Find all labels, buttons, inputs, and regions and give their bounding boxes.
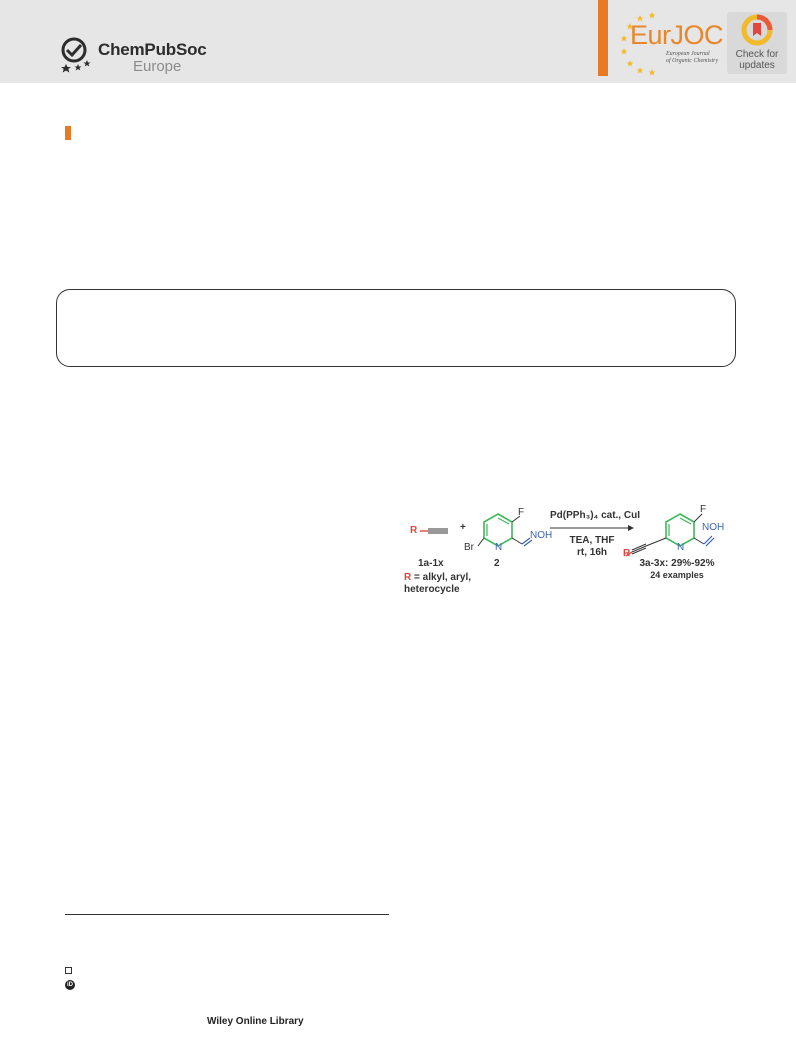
product-n-label: N: [677, 542, 685, 553]
reaction-scheme: [400, 500, 730, 610]
check-updates-line1: Check for: [735, 49, 779, 60]
journal-header: [0, 0, 796, 83]
chempubsoc-logo[interactable]: [60, 36, 207, 78]
fluoro-label: F: [518, 507, 525, 518]
footnote-rule: [65, 914, 389, 915]
publisher-name: ChemPubSoc: [98, 40, 207, 59]
journal-name: EurJOC: [630, 20, 724, 50]
abstract-box: [56, 289, 736, 367]
condition-catalyst: Pd(PPh₃)₄ cat., CuI: [550, 510, 640, 521]
section-marker: [65, 126, 71, 140]
condition-time: rt, 16h: [576, 547, 607, 558]
check-for-updates-label: [727, 49, 787, 71]
check-for-updates-button[interactable]: [727, 12, 787, 74]
bromo-label: Br: [464, 542, 474, 553]
bookmark-ring-icon: [727, 12, 787, 48]
journal-logo[interactable]: [612, 6, 724, 80]
product-oxime-label: NOH: [702, 522, 725, 533]
journal-subtitle-line1: European Journal: [666, 51, 710, 57]
product-r-label: R: [623, 548, 631, 559]
condition-base: TEA, THF: [569, 535, 615, 546]
wiley-online-library-link[interactable]: Wiley Online Library: [207, 1016, 304, 1027]
plus-sign: +: [460, 522, 466, 533]
accent-bar: [598, 0, 608, 76]
chempubsoc-emblem-icon: [60, 36, 94, 74]
reactant-r-label: R: [410, 525, 418, 536]
r-definition-line2: heterocycle: [404, 584, 460, 595]
pyridine-n-label: N: [495, 542, 503, 553]
r-definition-line1: [404, 572, 471, 583]
oxime-label: NOH: [530, 530, 553, 541]
pyridine-compound-label: 2: [494, 558, 500, 569]
product-examples-label: 24 examples: [650, 570, 704, 580]
r-definition-text: = alkyl, aryl,: [411, 572, 471, 583]
journal-subtitle: [666, 51, 718, 65]
r-definition-prefix: R: [404, 572, 412, 583]
journal-subtitle-line2: of Organic Chemistry: [666, 58, 719, 64]
supporting-info-icon[interactable]: [65, 967, 72, 974]
check-updates-line2: updates: [739, 60, 775, 71]
orcid-icon[interactable]: iD: [67, 982, 73, 988]
publisher-region: Europe: [133, 58, 182, 75]
product-fluoro-label: F: [700, 504, 707, 515]
product-yield-label: 3a-3x: 29%-92%: [639, 558, 715, 569]
alkyne-compound-label: 1a-1x: [418, 558, 444, 569]
